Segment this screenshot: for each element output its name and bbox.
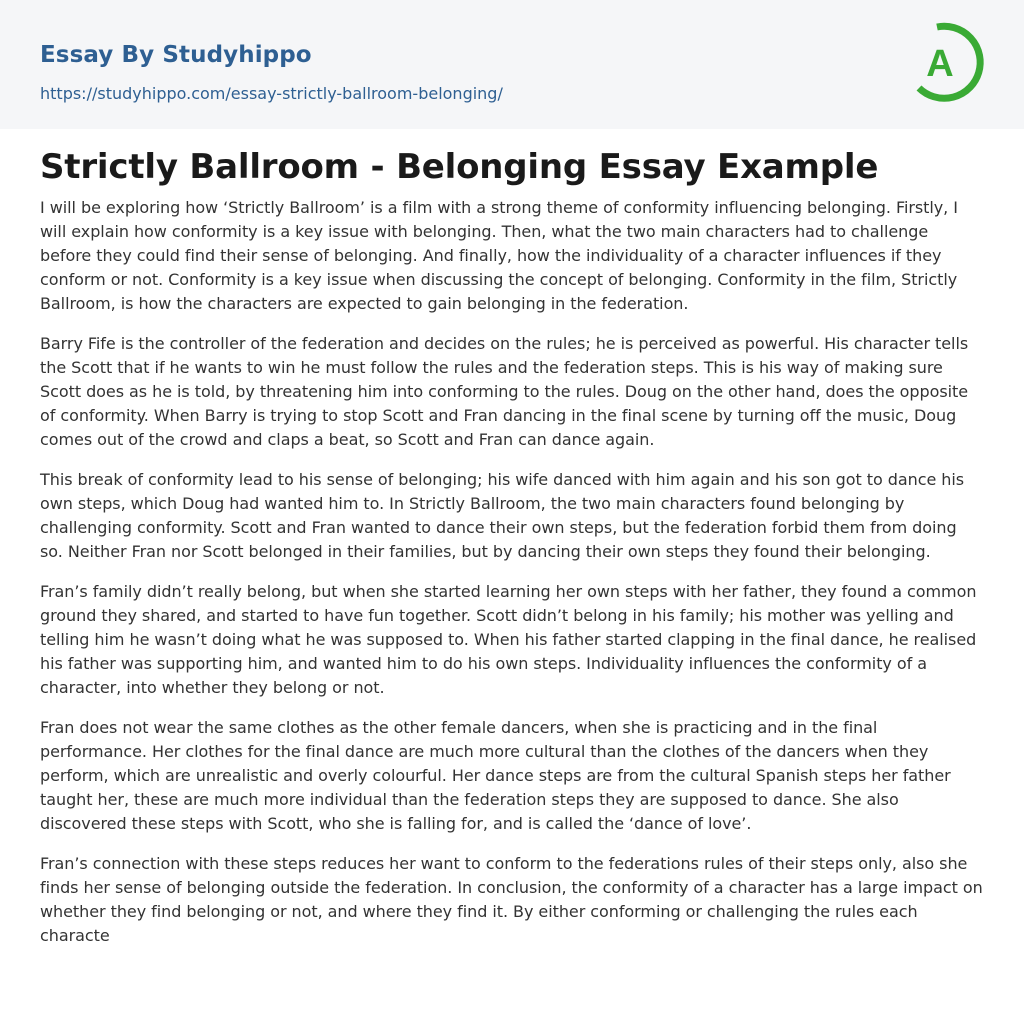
essay-paragraph-5: Fran does not wear the same clothes as the other female dancers, when she is practicing and in the final performance. Her clothes for the final dance are much more cultural than the clothes of the dancers when they perform, which are unrealistic and overly colourful. Her dance steps are from the cultural Spanish steps her father taught her, these are much more individual than the federation steps they are supposed to dance. She also discovered these steps with Scott, who she is falling for, and is called the ‘dance of love’.	[40, 718, 951, 833]
essay-paragraph-2: Barry Fife is the controller of the federation and decides on the rules; he is perceived as powerful. His character tells the Scott that if he wants to win he must follow the rules and the federation steps. This is his way of making sure Scott does as he is told, by threatening him into conforming to the rules. Doug on the other hand, does the opposite of conformity. When Barry is trying to stop Scott and Fran dancing in the final scene by turning off the music, Doug comes out of the crowd and claps a beat, so Scott and Fran can dance again.	[40, 334, 969, 449]
essay-paragraph-1: I will be exploring how ‘Strictly Ballroom’ is a film with a strong theme of conformity influencing belonging. Firstly, I will explain how conformity is a key issue with belonging. Then, what the two main characters had to challenge before they could find their sense of belonging. And finally, how the individuality of a character influences if they conform or not. Conformity is a key issue when discussing the concept of belonging. Conformity in the film, Strictly Ballroom, is how the characters are expected to gain belonging in the federation.	[40, 198, 958, 313]
logo-a-icon	[912, 20, 986, 104]
essay-url-link[interactable]: https://studyhippo.com/essay-strictly-ballroom-belonging/	[40, 84, 503, 103]
essay-paragraph-4: Fran’s family didn’t really belong, but when she started learning her own steps with her father, they found a common ground they shared, and started to have fun together. Scott didn’t belong in his family; his mother was yelling and telling him he wasn’t doing what he was supposed to. When his father started clapping in the final dance, he realised his father was supporting him, and wanted him to do his own steps. Individuality influences the conformity of a character, into whether they belong or not.	[40, 582, 977, 697]
site-brand[interactable]: Essay By Studyhippo	[40, 42, 312, 68]
site-header	[0, 0, 1024, 129]
essay-paragraph-3: This break of conformity lead to his sense of belonging; his wife danced with him again and his son got to dance his own steps, which Doug had wanted him to. In Strictly Ballroom, the two main characters found belonging by challenging conformity. Scott and Fran wanted to dance their own steps, but the federation forbid them from doing so. Neither Fran nor Scott belonged in their families, but by dancing their own steps they found their belonging.	[40, 470, 965, 561]
studyhippo-logo[interactable]	[912, 20, 986, 104]
essay-paragraph-6: Fran’s connection with these steps reduces her want to conform to the federations rules of their steps only, also she finds her sense of belonging outside the federation. In conclusion, the conformity of a character has a large impact on whether they find belonging or not, and where they find it. By either conforming or challenging the rules each characte	[40, 854, 983, 945]
essay-title: Strictly Ballroom - Belonging Essay Example	[40, 147, 879, 187]
essay-content	[40, 144, 984, 964]
logo-letter: A	[926, 43, 954, 85]
